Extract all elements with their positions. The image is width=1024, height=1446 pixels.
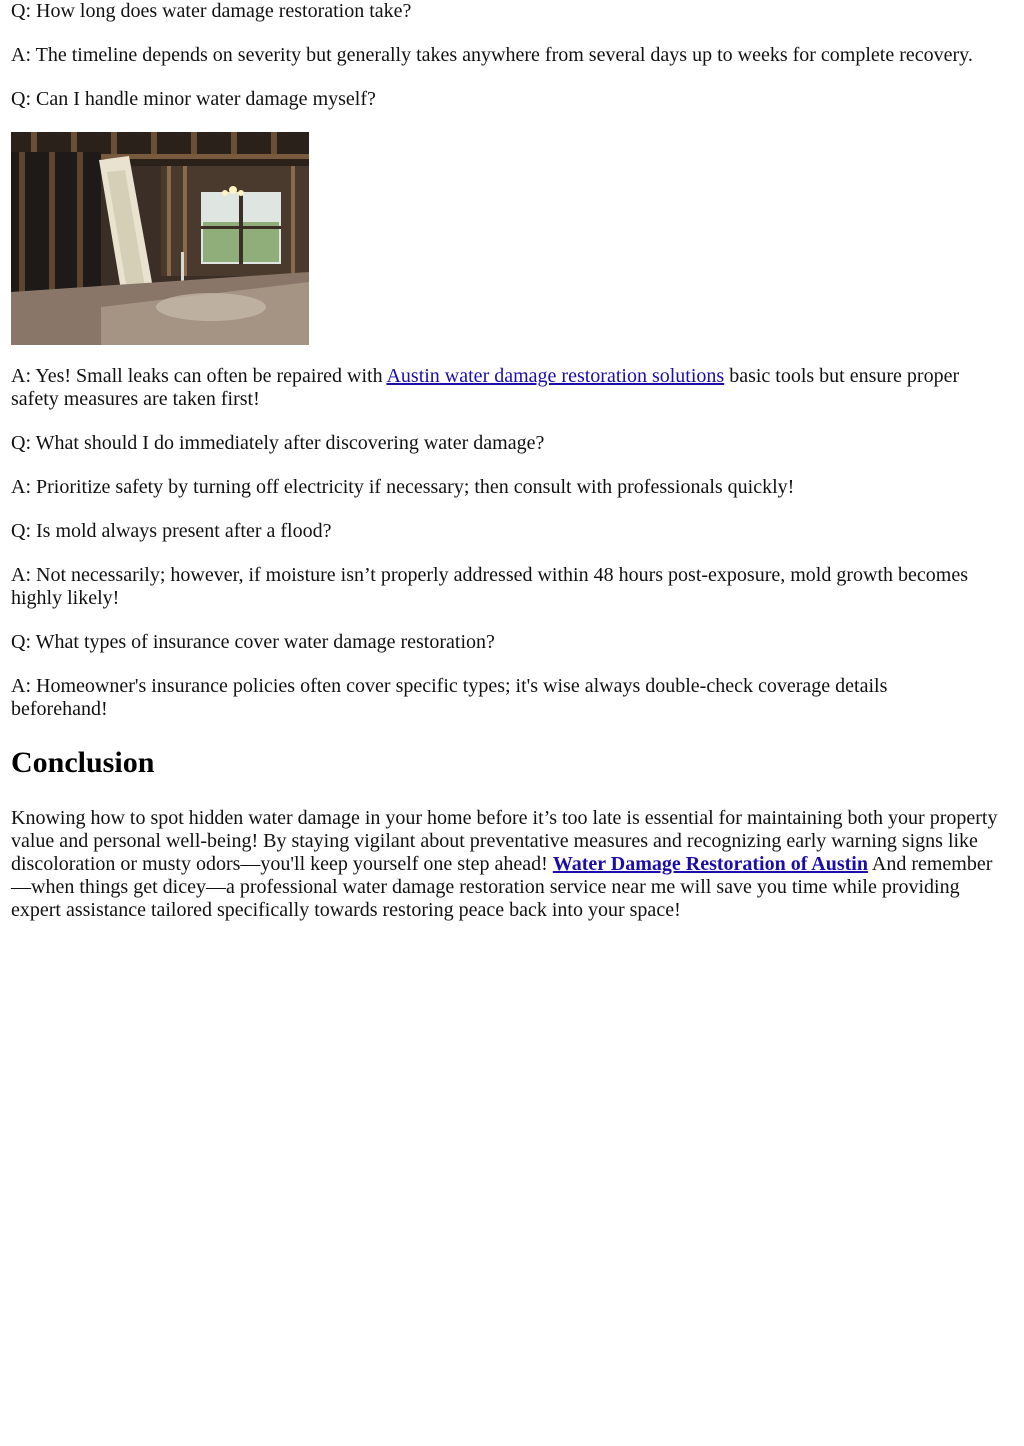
faq-question: Q: How long does water damage restoration take? (11, 0, 412, 22)
faq-question: Q: Is mold always present after a flood? (11, 520, 332, 542)
conclusion-paragraph (11, 807, 1007, 922)
answer-text: basic tools but ensure proper safety measures are taken first! (11, 365, 960, 410)
faq-question: Q: What should I do immediately after discovering water damage? (11, 432, 545, 454)
faq-question: Q: Can I handle minor water damage myself? (11, 88, 376, 110)
conclusion-heading: Conclusion (11, 746, 155, 779)
gutted-room-photo (11, 132, 309, 345)
austin-solutions-link[interactable]: Austin water damage restoration solutions (386, 365, 725, 387)
faq-question: Q: What types of insurance cover water damage restoration? (11, 631, 495, 653)
answer-text: A: Yes! Small leaks can often be repaired with (11, 365, 387, 387)
water-damage-restoration-link[interactable]: Water Damage Restoration of Austin (552, 853, 868, 875)
faq-answer: A: The timeline depends on severity but generally takes anywhere from several days up to weeks for complete recovery. (11, 44, 973, 66)
faq-answer: A: Homeowner's insurance policies often cover specific types; it's wise always double-check coverage details beforehand! (11, 675, 888, 720)
conclusion-text: And remember—when things get dicey—a professional water damage restoration service near me will save you time while providing expert assistance tailored specifically towards restoring peace back into your space! (11, 853, 993, 921)
faq-answer: A: Prioritize safety by turning off electricity if necessary; then consult with professionals quickly! (11, 476, 795, 498)
faq-answer: A: Not necessarily; however, if moisture isn’t properly addressed within 48 hours post-exposure, mold growth becomes highly likely! (11, 564, 968, 609)
conclusion-text: Knowing how to spot hidden water damage in your home before it’s too late is essential for maintaining both your property value and personal well-being! By staying vigilant about preventative measures and recognizing early warning signs like discoloration or musty odors—you'll keep yourself one step ahead! (11, 807, 998, 875)
faq-answer (11, 365, 1001, 411)
